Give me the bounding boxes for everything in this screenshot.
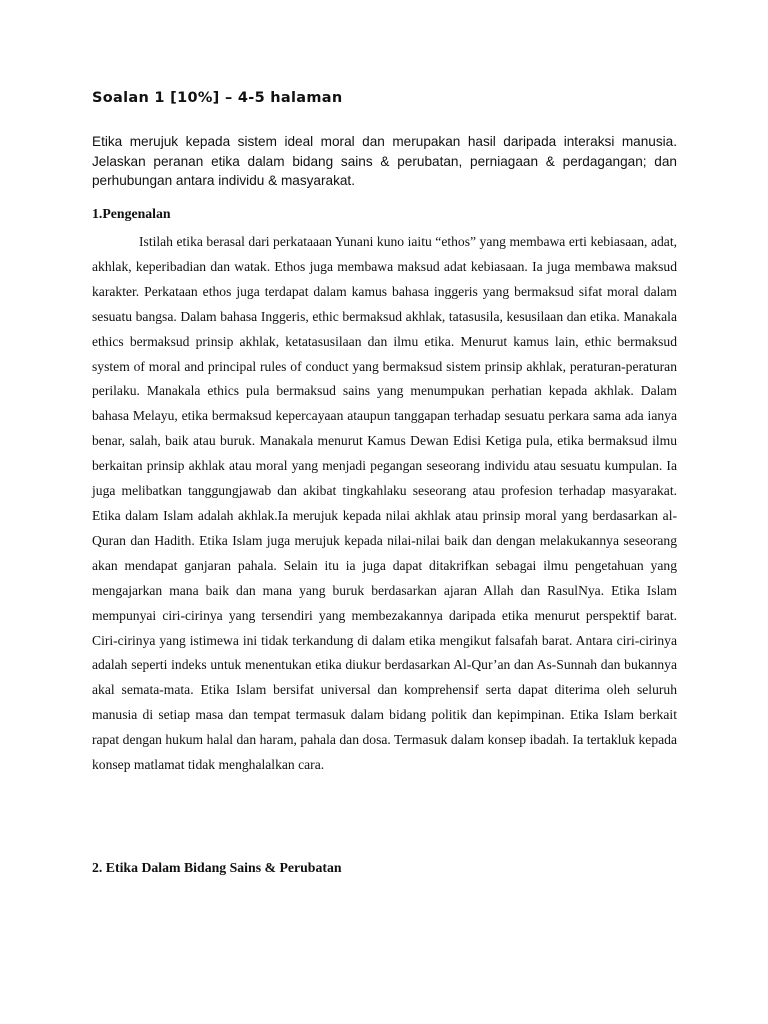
- section-title-science-medicine: 2. Etika Dalam Bidang Sains & Perubatan: [92, 860, 342, 875]
- section-title-introduction: 1.Pengenalan: [92, 206, 171, 221]
- introduction-paragraph: Istilah etika berasal dari perkataaan Yunani kuno iaitu “ethos” yang membawa erti kebiasaan, adat, akhlak, keperibadian dan watak. Ethos juga membawa maksud adat kebiasaan. Ia juga membawa maksud karakter. Perkataan ethos juga terdapat dalam kamus bahasa inggeris yang bermaksud sifat moral dalam sesuatu bangsa. Dalam bahasa Inggeris, ethic bermaksud akhlak, tatasusila, kesusilaan dan etika. Manakala ethics bermaksud prinsip akhlak, ketatasusilaan dan ilmu etika. Menurut kamus lain, ethic bermaksud system of moral and principal rules of conduct yang bermaksud sistem prinsip akhlak, peraturan-peraturan perilaku. Manakala ethics pula bermaksud sains yang menumpukan perhatian kepada akhlak. Dalam bahasa Melayu, etika bermaksud kepercayaan ataupun tanggapan terhadap sesuatu perkara sama ada ianya benar, salah, baik atau buruk. Manakala menurut Kamus Dewan Edisi Ketiga pula, etika bermaksud ilmu berkaitan prinsip akhlak atau moral yang menjadi pegangan seseorang individu atau sesuatu kumpulan. Ia juga melibatkan tanggungjawab dan akibat tingkahlaku seseorang atau profesion terhadap masyarakat. Etika dalam Islam adalah akhlak.Ia merujuk kepada nilai akhlak atau prinsip moral yang berdasarkan al-Quran dan Hadith. Etika Islam juga merujuk kepada nilai-nilai baik dan dengan melakukannya seseorang akan mendapat ganjaran pahala. Selain itu ia juga dapat ditakrifkan sebagai ilmu pengetahuan yang mengajarkan mana baik dan mana yang buruk berdasarkan ajaran Allah dan RasulNya. Etika Islam mempunyai ciri-cirinya yang tersendiri yang membezakannya daripada etika menurut perspektif barat. Ciri-cirinya yang istimewa ini tidak terkandung di dalam etika mengikut falsafah barat. Antara ciri-cirinya adalah seperti indeks untuk menentukan etika diukur berdasarkan Al-Qur’an dan As-Sunnah dan bukannya akal semata-mata. Etika Islam bersifat universal dan komprehensif serta dapat diterima oleh seluruh manusia di setiap masa dan tempat termasuk dalam bidang politik dan kepimpinan. Etika Islam berkait rapat dengan hukum halal dan haram, pahala dan dosa. Termasuk dalam konsep ibadah. Ia tertakluk kepada konsep matlamat tidak menghalalkan cara.: [92, 234, 677, 773]
- question-text: Etika merujuk kepada sistem ideal moral dan merupakan hasil daripada interaksi manusia. Jelaskan peranan etika dalam bidang sains & perubatan, perniagaan & perdagangan; dan perhubungan antara individu & masyarakat.: [92, 134, 677, 188]
- question-heading: Soalan 1 [10%] – 4-5 halaman: [92, 90, 343, 106]
